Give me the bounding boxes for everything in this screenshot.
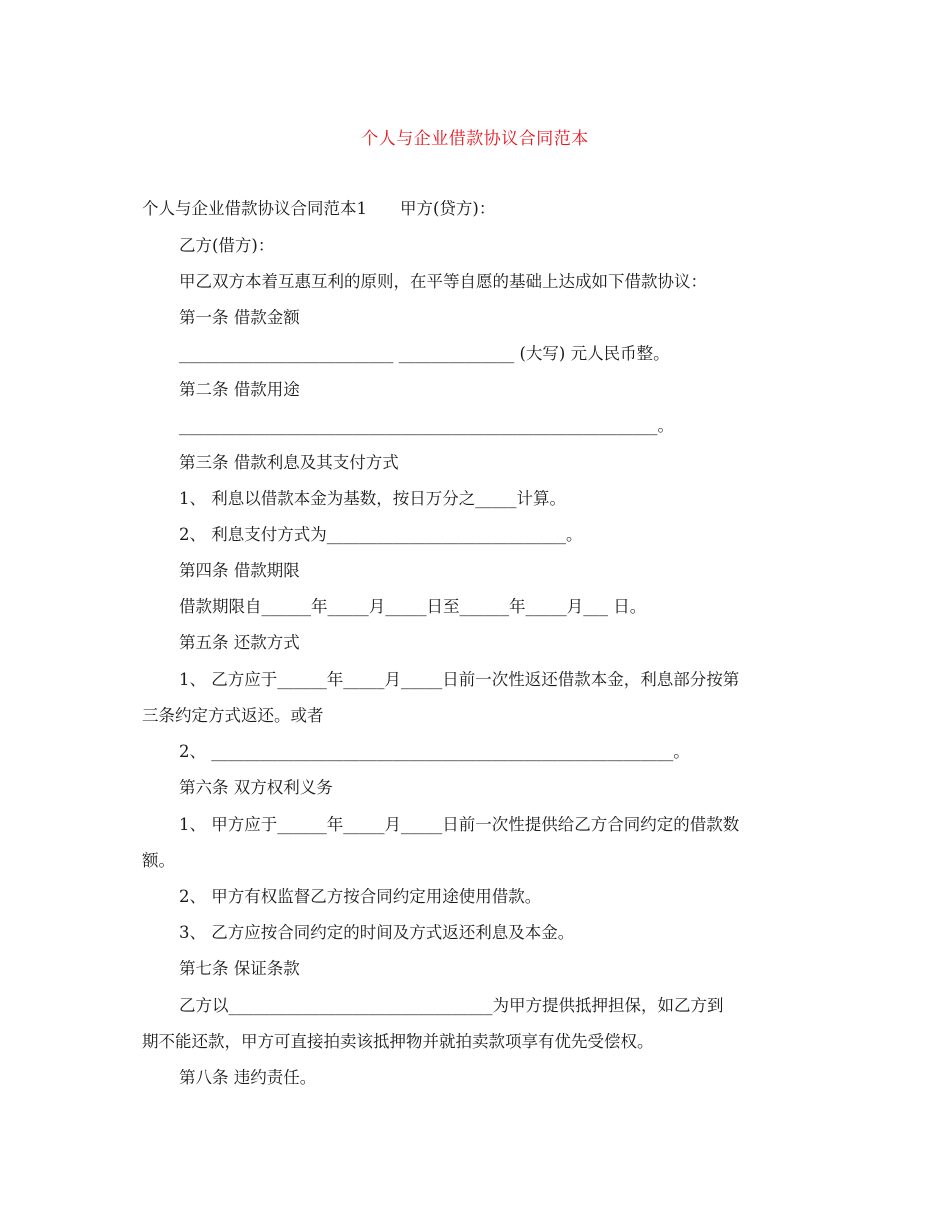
article-5-item-2: 2、 ________________________________________________________。: [179, 742, 690, 761]
article-7-heading: 第七条 保证条款: [179, 959, 300, 978]
paragraph-intro: 个人与企业借款协议合同范本1 甲方(贷方)：: [142, 199, 496, 218]
article-2-heading: 第二条 借款用途: [179, 380, 300, 399]
article-4-term: 借款期限自______年_____月_____日至______年_____月___ 日。: [179, 597, 647, 616]
article-5-item-1: 1、 乙方应于______年_____月_____日前一次性返还借款本金，利息部分按第: [179, 670, 740, 689]
article-5-heading: 第五条 还款方式: [179, 633, 300, 652]
article-7-guarantee: 乙方以________________________________为甲方提供抵押担保，如乙方到: [179, 996, 724, 1015]
article-1-amount: __________________________ ______________ (大写) 元人民币整。: [179, 344, 670, 363]
article-5-item-1-cont: 三条约定方式返还。或者: [142, 706, 324, 725]
article-4-heading: 第四条 借款期限: [179, 561, 300, 580]
article-3-heading: 第三条 借款利息及其支付方式: [179, 453, 399, 472]
document-title: 个人与企业借款协议合同范本: [361, 129, 589, 149]
article-2-purpose: __________________________________________________________。: [179, 416, 674, 435]
paragraph-borrower: 乙方(借方)：: [179, 236, 275, 255]
paragraph-agreement: 甲乙双方本着互惠互利的原则，在平等自愿的基础上达成如下借款协议：: [179, 272, 707, 291]
article-6-item-1: 1、 甲方应于______年_____月_____日前一次性提供给乙方合同约定的借款数: [179, 815, 740, 834]
article-6-heading: 第六条 双方权利义务: [179, 778, 333, 797]
article-3-item-1: 1、 利息以借款本金为基数，按日万分之_____计算。: [179, 489, 566, 508]
article-1-heading: 第一条 借款金额: [179, 308, 300, 327]
article-3-item-2: 2、 利息支付方式为_____________________________。: [179, 525, 583, 544]
article-6-item-3: 3、 乙方应按合同约定的时间及方式返还利息及本金。: [179, 923, 575, 942]
article-8-heading: 第八条 违约责任。: [179, 1068, 317, 1087]
article-6-item-1-cont: 额。: [142, 851, 175, 870]
article-6-item-2: 2、 甲方有权监督乙方按合同约定用途使用借款。: [179, 887, 542, 906]
article-7-guarantee-cont: 期不能还款，甲方可直接拍卖该抵押物并就拍卖款项享有优先受偿权。: [142, 1032, 654, 1051]
